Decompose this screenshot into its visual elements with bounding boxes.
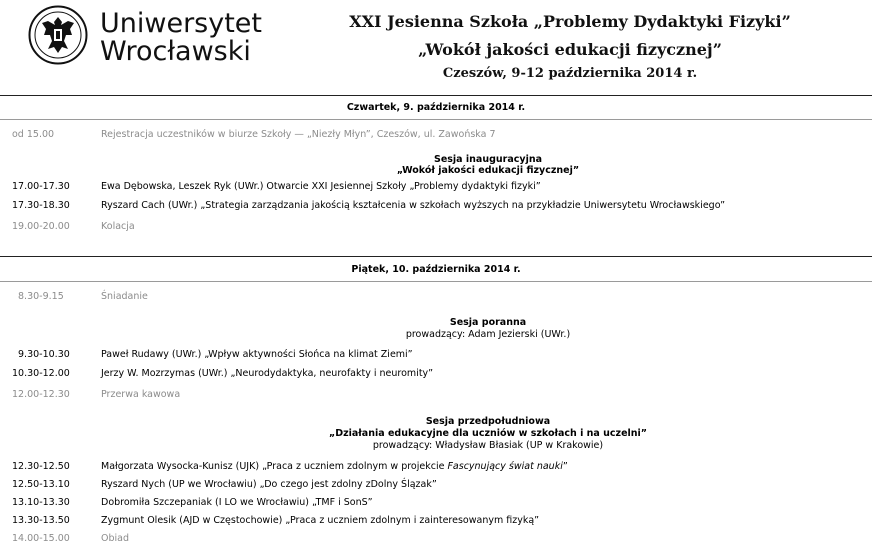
session-morning-host: prowadzący: Adam Jezierski (UWr.) — [405, 329, 571, 340]
desc-row: Zygmunt Olesik (AJD w Częstochowie) „Praca z uczniem zdolnym i zainteresowanym fizyką” — [101, 515, 540, 526]
desc-row — [101, 461, 568, 472]
time-row: 14.00-15.00 — [12, 533, 70, 544]
session-forenoon-subtitle: „Działania edukacyjne dla uczniów w szkołach i na uczelni” — [328, 428, 648, 439]
time-row: 17.00-17.30 — [12, 181, 70, 192]
time-row: 13.30-13.50 — [12, 515, 70, 526]
project-name: Fascynujący świat nauki — [447, 461, 563, 472]
event-subtitle: „Wokół jakości edukacji fizycznej” — [418, 40, 722, 59]
logo-text-line2: Wrocławski — [100, 36, 251, 67]
session-forenoon-title: Sesja przedpołudniowa — [425, 416, 551, 427]
desc-row: Jerzy W. Mozrzymas (UWr.) „Neurodydaktyka, neurofakty i neuromity” — [101, 368, 434, 379]
time-row: 12.00-12.30 — [12, 389, 70, 400]
desc-registration: Rejestracja uczestników w biurze Szkoły — „Niezły Młyn”, Czeszów, ul. Zawońska 7 — [101, 129, 496, 140]
desc-part: Małgorzata Wysocka-Kunisz (UJK) „Praca z uczniem zdolnym w projekcie — [101, 461, 448, 472]
session-forenoon-host: prowadzący: Władysław Błasiak (UP w Krakowie) — [372, 440, 604, 451]
time-row: 8.30-9.15 — [18, 291, 64, 302]
session-inaugural-subtitle: „Wokół jakości edukacji fizycznej” — [396, 165, 580, 176]
time-row: 19.00-20.00 — [12, 221, 70, 232]
day1-heading: Czwartek, 9. października 2014 r. — [346, 102, 526, 113]
time-registration: od 15.00 — [12, 129, 55, 140]
session-morning-title: Sesja poranna — [449, 317, 527, 328]
desc-row: Śniadanie — [101, 291, 148, 302]
divider — [0, 119, 872, 120]
divider — [0, 95, 872, 96]
time-row: 17.30-18.30 — [12, 200, 70, 211]
session-inaugural-title: Sesja inauguracyjna — [433, 154, 543, 165]
time-row: 9.30-10.30 — [18, 349, 70, 360]
desc-row: Dobromiła Szczepaniak (I LO we Wrocławiu) „TMF i SonS” — [101, 497, 373, 508]
desc-row: Ewa Dębowska, Leszek Ryk (UWr.) Otwarcie XXI Jesiennej Szkoły „Problemy dydaktyki fizyki” — [101, 181, 541, 192]
desc-row: Przerwa kawowa — [101, 389, 181, 400]
day2-heading: Piątek, 10. października 2014 r. — [351, 264, 521, 275]
divider — [0, 281, 872, 282]
time-row: 12.50-13.10 — [12, 479, 70, 490]
divider — [0, 256, 872, 257]
university-crest-icon — [28, 5, 88, 65]
desc-row: Paweł Rudawy (UWr.) „Wpływ aktywności Słońca na klimat Ziemi” — [101, 349, 413, 360]
event-place-date: Czeszów, 9-12 października 2014 r. — [442, 66, 698, 81]
desc-row: Ryszard Cach (UWr.) „Strategia zarządzania jakością kształcenia w szkołach wyższych na przykładzie Uniwersytetu Wrocławskiego” — [101, 200, 726, 211]
desc-row: Obiad — [101, 533, 129, 544]
time-row: 12.30-12.50 — [12, 461, 70, 472]
logo-text-line1: Uniwersytet — [100, 8, 262, 39]
desc-row: Kolacja — [101, 221, 135, 232]
time-row: 13.10-13.30 — [12, 497, 70, 508]
desc-row: Ryszard Nych (UP we Wrocławiu) „Do czego jest zdolny zDolny Ślązak” — [101, 479, 437, 490]
event-title: XXI Jesienna Szkoła „Problemy Dydaktyki Fizyki” — [349, 12, 791, 31]
time-row: 10.30-12.00 — [12, 368, 70, 379]
desc-part: ” — [562, 461, 568, 472]
